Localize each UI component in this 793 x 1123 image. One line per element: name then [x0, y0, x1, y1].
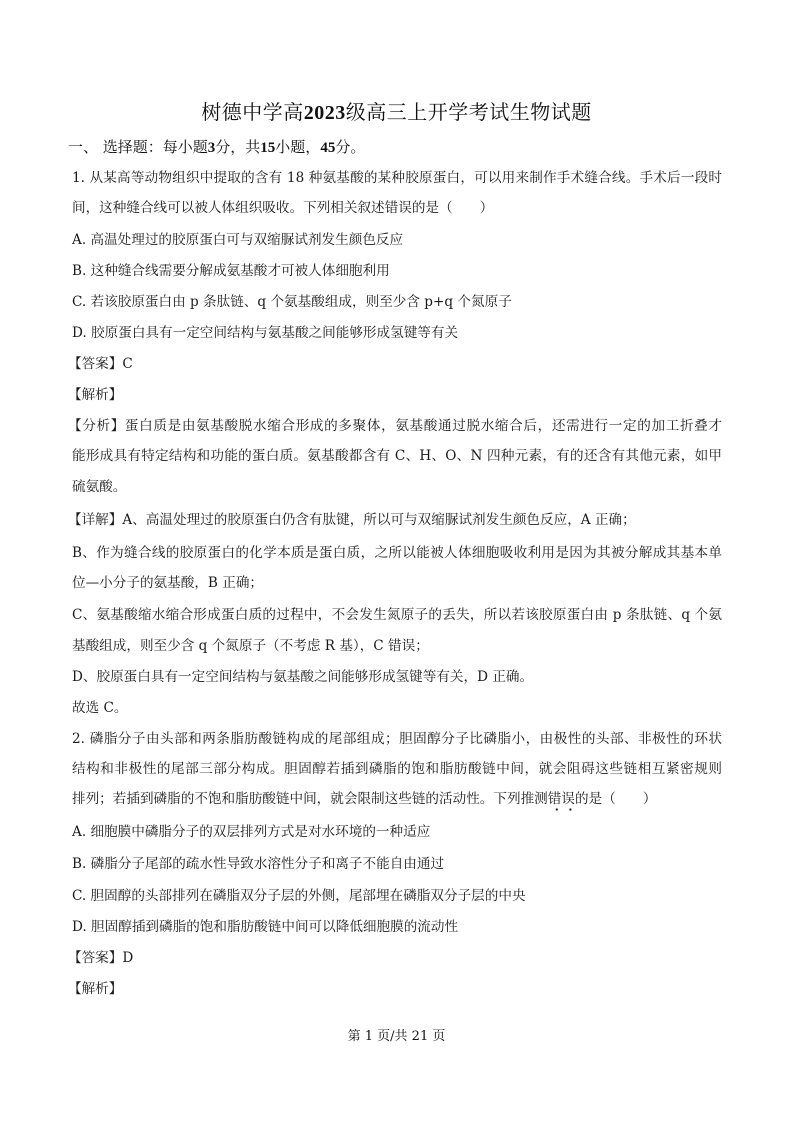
page-title: [0, 96, 793, 125]
q1-xiangjie-a: 【详解】A、高温处理过的胶原蛋白仍含有肽键，所以可与双缩脲试剂发生颜色反应，A 正确；: [68, 512, 636, 528]
q2-option-a: A. 细胞膜中磷脂分子的双层排列方式是对水环境的一种适应: [72, 824, 431, 840]
q1-fenxi-line-3: 硫氨酸。: [72, 479, 127, 495]
section-text-a: 一、 选择题：每小题: [68, 138, 208, 156]
section-text-b: 分，共: [215, 138, 261, 156]
q1-xiangjie-d: D、胶原蛋白具有一定空间结构与氨基酸之间能够形成氢键等有关，D 正确。: [72, 669, 534, 685]
section-text-c: 小题，: [275, 138, 321, 156]
q1-option-c: C. 若该胶原蛋白由 p 条肽链、q 个氨基酸组成，则至少含 p+q 个氮原子: [72, 294, 512, 310]
q2-option-b: B. 磷脂分子尾部的疏水性导致水溶性分子和离子不能自由通过: [72, 856, 445, 872]
section-num-b: 15: [260, 140, 276, 156]
q1-fenxi-line-1: 【分析】蛋白质是由氨基酸脱水缩合形成的多聚体，氨基酸通过脱水缩合后，还需进行一定的加工折叠才: [68, 418, 722, 434]
q1-fenxi-line-2: 能形成具有特定结构和功能的蛋白质。氨基酸都含有 C、H、O、N 四种元素，有的还含有其他元素，如甲: [72, 448, 722, 464]
q2-emphasis-error: 错误: [547, 791, 575, 807]
q2-option-c: C. 胆固醇的头部排列在磷脂双分子层的外侧，尾部埋在磷脂双分子层的中央: [72, 888, 526, 904]
q1-stem-line-1: 1. 从某高等动物组织中提取的含有 18 种氨基酸的某种胶原蛋白，可以用来制作手术缝合线。手术后一段时: [72, 170, 722, 186]
title-prefix: 树德中学高: [201, 100, 304, 124]
q2-stem-line-2: 结构和非极性的尾部三部分构成。胆固醇若插到磷脂的饱和脂肪酸链中间，就会阻碍这些链相互紧密规则: [72, 761, 722, 777]
section-num-a: 3: [207, 140, 216, 156]
q1-option-a: A. 高温处理过的胶原蛋白可与双缩脲试剂发生颜色反应: [72, 232, 404, 248]
section-text-d: 分。: [335, 138, 366, 156]
section-heading: [68, 136, 365, 157]
q2-analysis-label: 【解析】: [68, 981, 123, 997]
q2-option-d: D. 胆固醇插到磷脂的饱和脂肪酸链中间可以降低细胞膜的流动性: [72, 919, 459, 935]
q1-stem-line-2: 间，这种缝合线可以被人体组织吸收。下列相关叙述错误的是（ ）: [72, 200, 494, 216]
q1-analysis-label: 【解析】: [68, 387, 123, 403]
q2-stem-line-1: 2. 磷脂分子由头部和两条脂肪酸链构成的尾部组成；胆固醇分子比磷脂小，由极性的头部、非极性的环状: [72, 731, 722, 747]
q2-answer: 【答案】D: [68, 950, 134, 966]
q1-xiangjie-c-line-1: C、氨基酸缩水缩合形成蛋白质的过程中，不会发生氮原子的丢失，所以若该胶原蛋白由 p 条肽链、q 个氨: [72, 607, 722, 623]
page-footer: 第 1 页/共 21 页: [347, 1029, 446, 1044]
q1-conclusion: 故选 C。: [72, 700, 128, 716]
q2-stem-line-3: [72, 789, 722, 809]
q1-xiangjie-c-line-2: 基酸组成，则至少含 q 个氮原子（不考虑 R 基），C 错误；: [72, 638, 429, 654]
q2-stem-line-3-pre: 排列；若插到磷脂的不饱和脂肪酸链中间，就会限制这些链的活动性。下列推测: [72, 791, 548, 807]
title-year: 2023: [303, 102, 346, 124]
q1-xiangjie-b-line-2: 位—小分子的氨基酸，B 正确；: [72, 575, 264, 591]
q2-stem-line-3-post: 的是（ ）: [574, 791, 657, 807]
q1-answer: 【答案】C: [68, 356, 133, 372]
title-suffix: 级高三上开学考试生物试题: [345, 100, 592, 124]
section-num-c: 45: [320, 140, 336, 156]
q1-xiangjie-b-line-1: B、作为缝合线的胶原蛋白的化学本质是蛋白质，之所以能被人体细胞吸收利用是因为其被分解成其基本单: [72, 545, 722, 561]
q1-option-d: D. 胶原蛋白具有一定空间结构与氨基酸之间能够形成氢键等有关: [72, 325, 459, 341]
q1-option-b: B. 这种缝合线需要分解成氨基酸才可被人体细胞利用: [72, 263, 390, 279]
